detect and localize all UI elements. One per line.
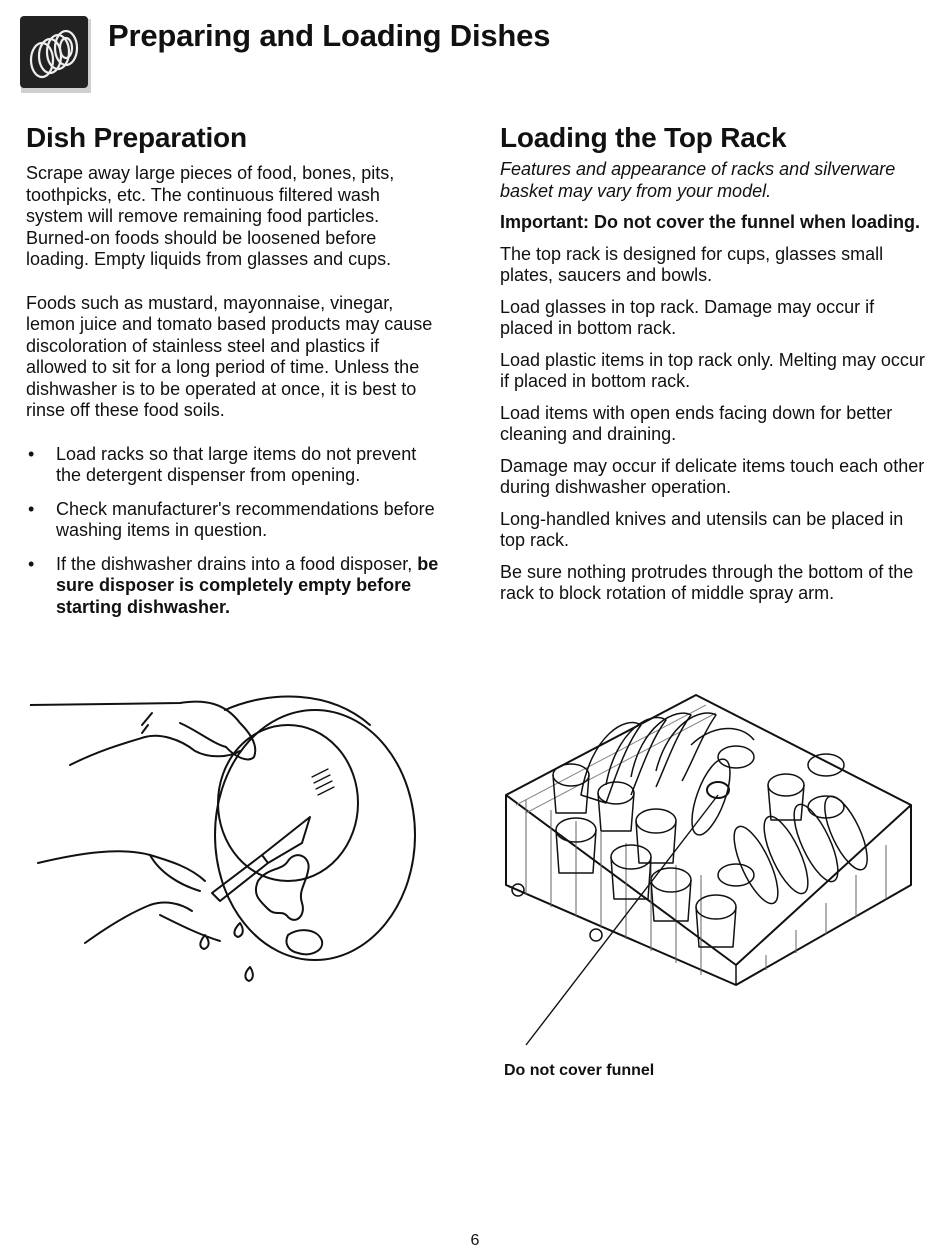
top-rack-paragraph-1: The top rack is designed for cups, glasses small plates, saucers and bowls.: [500, 243, 884, 285]
loading-top-rack-heading: Loading the Top Rack: [500, 122, 787, 153]
list-item: [26, 554, 441, 619]
top-rack-paragraph-4: Load items with open ends facing down for better cleaning and draining.: [500, 402, 893, 444]
bullet-icon: •: [28, 553, 35, 574]
important-note: Important: Do not cover the funnel when loading.: [500, 212, 920, 232]
dish-prep-bullet-list: [26, 444, 441, 619]
top-rack-paragraph-7: Be sure nothing protrudes through the bottom of the rack to block rotation of middle spray arm.: [500, 561, 914, 603]
top-rack-illustration: [496, 685, 921, 1060]
top-rack-paragraph-2: Load glasses in top rack. Damage may occur if placed in bottom rack.: [500, 296, 875, 338]
bullet-bold-text: be sure disposer is completely empty before starting dishwasher.: [56, 553, 439, 617]
bullet-icon: •: [28, 498, 35, 519]
top-rack-paragraph-6: Long-handled knives and utensils can be placed in top rack.: [500, 508, 904, 550]
dishes-icon: [20, 16, 94, 94]
dish-prep-paragraph-2: Foods such as mustard, mayonnaise, vinegar, lemon juice and tomato based products may cause discoloration of stainless steel and plastics if allowed to sit for a long period of time. Unless the dishwasher is to be operated at once, it is best to rinse off these food soils.: [26, 292, 433, 420]
bullet-text: Load racks so that large items do not prevent the detergent dispenser from opening.: [56, 443, 417, 485]
bullet-text: If the dishwasher drains into a food disposer,: [56, 553, 418, 574]
bullet-text: Check manufacturer's recommendations before washing items in question.: [56, 498, 435, 540]
dish-prep-paragraph-1: Scrape away large pieces of food, bones, pits, toothpicks, etc. The continuous filtered wash system will remove remaining food particles. Burned-on foods should be loosened before loading. Empty liquids from glasses and cups.: [26, 163, 395, 269]
dish-preparation-section: [26, 163, 441, 630]
top-rack-paragraph-5: Damage may occur if delicate items touch each other during dishwasher operation.: [500, 455, 925, 497]
list-item: [26, 499, 441, 542]
model-variation-note: Features and appearance of racks and silverware basket may vary from your model.: [500, 159, 896, 201]
list-item: [26, 444, 441, 487]
page-number: 6: [470, 1232, 480, 1249]
bullet-icon: •: [28, 443, 35, 464]
dish-preparation-heading: Dish Preparation: [26, 122, 247, 153]
page-title: Preparing and Loading Dishes: [108, 18, 551, 53]
scraping-plate-illustration: [30, 685, 430, 985]
top-rack-paragraph-3: Load plastic items in top rack only. Melting may occur if placed in bottom rack.: [500, 349, 925, 391]
loading-top-rack-section: [500, 159, 925, 615]
funnel-caption: Do not cover funnel: [504, 1062, 655, 1079]
